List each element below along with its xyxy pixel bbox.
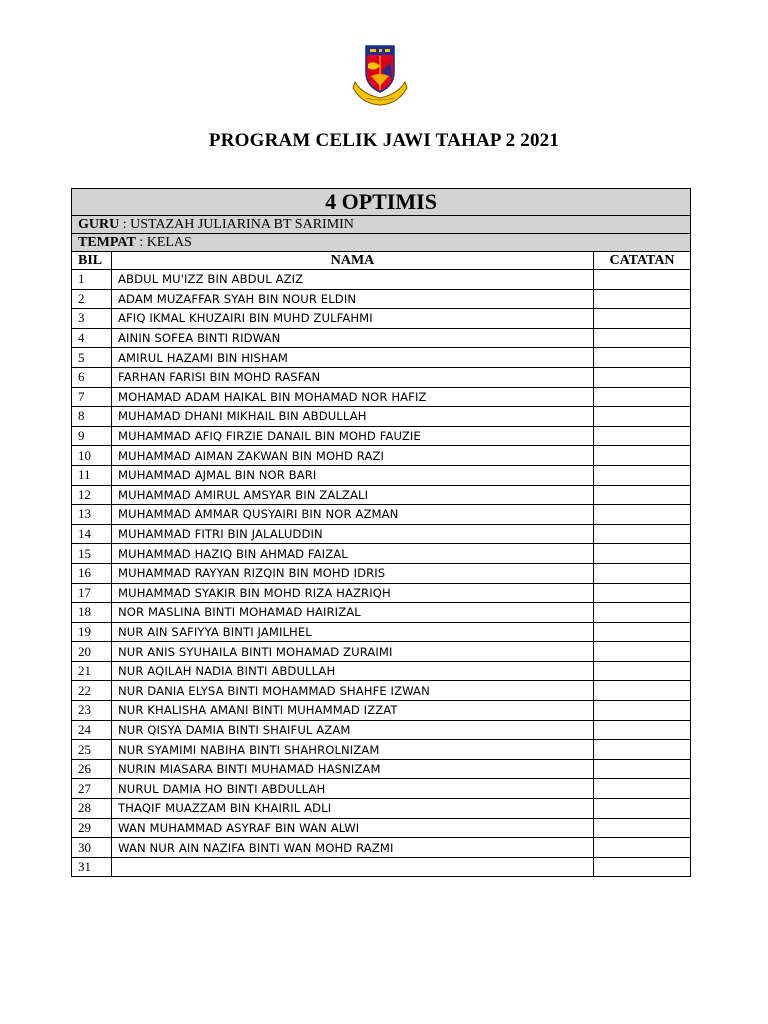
table-row bbox=[72, 740, 691, 760]
catatan-cell bbox=[594, 661, 691, 681]
row-number: 17 bbox=[72, 583, 112, 603]
catatan-cell bbox=[594, 524, 691, 544]
row-number: 12 bbox=[72, 485, 112, 505]
row-number: 31 bbox=[72, 857, 112, 877]
table-row bbox=[72, 857, 691, 877]
catatan-cell bbox=[594, 759, 691, 779]
row-number: 10 bbox=[72, 446, 112, 466]
student-name: MUHAMAD DHANI MIKHAIL BIN ABDULLAH bbox=[112, 407, 594, 427]
row-number: 30 bbox=[72, 838, 112, 858]
class-name-row bbox=[72, 189, 691, 216]
row-number: 7 bbox=[72, 387, 112, 407]
student-name: AMIRUL HAZAMI BIN HISHAM bbox=[112, 348, 594, 368]
student-name: AFIQ IKMAL KHUZAIRI BIN MUHD ZULFAHMI bbox=[112, 309, 594, 329]
student-name: NOR MASLINA BINTI MOHAMAD HAIRIZAL bbox=[112, 603, 594, 623]
table-row bbox=[72, 485, 691, 505]
table-row bbox=[72, 524, 691, 544]
row-number: 18 bbox=[72, 603, 112, 623]
table-row bbox=[72, 505, 691, 525]
guru-value: USTAZAH JULIARINA BT SARIMIN bbox=[130, 216, 354, 232]
student-name: MUHAMMAD FITRI BIN JALALUDDIN bbox=[112, 524, 594, 544]
student-name: ADAM MUZAFFAR SYAH BIN NOUR ELDIN bbox=[112, 289, 594, 309]
catatan-cell bbox=[594, 270, 691, 290]
table-row bbox=[72, 779, 691, 799]
row-number: 4 bbox=[72, 328, 112, 348]
guru-row bbox=[72, 216, 691, 234]
student-name: THAQIF MUAZZAM BIN KHAIRIL ADLI bbox=[112, 799, 594, 819]
catatan-cell bbox=[594, 407, 691, 427]
row-number: 11 bbox=[72, 465, 112, 485]
row-number: 22 bbox=[72, 681, 112, 701]
catatan-cell bbox=[594, 367, 691, 387]
row-number: 27 bbox=[72, 779, 112, 799]
catatan-cell bbox=[594, 328, 691, 348]
table-row bbox=[72, 387, 691, 407]
catatan-cell bbox=[594, 681, 691, 701]
tempat-value: KELAS bbox=[146, 234, 192, 250]
catatan-cell bbox=[594, 289, 691, 309]
row-number: 29 bbox=[72, 818, 112, 838]
table-row bbox=[72, 328, 691, 348]
row-number: 3 bbox=[72, 309, 112, 329]
tempat-row bbox=[72, 234, 691, 252]
row-number: 25 bbox=[72, 740, 112, 760]
catatan-cell bbox=[594, 485, 691, 505]
student-rows bbox=[72, 270, 691, 877]
catatan-cell bbox=[594, 779, 691, 799]
student-name: MUHAMMAD AIMAN ZAKWAN BIN MOHD RAZI bbox=[112, 446, 594, 466]
table-row bbox=[72, 799, 691, 819]
catatan-cell bbox=[594, 426, 691, 446]
catatan-cell bbox=[594, 740, 691, 760]
table-row bbox=[72, 407, 691, 427]
student-name: ABDUL MU'IZZ BIN ABDUL AZIZ bbox=[112, 270, 594, 290]
row-number: 19 bbox=[72, 622, 112, 642]
catatan-cell bbox=[594, 622, 691, 642]
table-row bbox=[72, 465, 691, 485]
tempat-label: TEMPAT bbox=[78, 234, 136, 250]
column-header-row bbox=[72, 252, 691, 270]
row-number: 9 bbox=[72, 426, 112, 446]
table-row bbox=[72, 446, 691, 466]
guru-label: GURU bbox=[78, 216, 120, 232]
table-row bbox=[72, 270, 691, 290]
table-row bbox=[72, 309, 691, 329]
row-number: 15 bbox=[72, 544, 112, 564]
student-roster-table bbox=[71, 188, 691, 877]
catatan-cell bbox=[594, 387, 691, 407]
row-number: 21 bbox=[72, 661, 112, 681]
student-name: MOHAMAD ADAM HAIKAL BIN MOHAMAD NOR HAFIZ bbox=[112, 387, 594, 407]
table-row bbox=[72, 348, 691, 368]
student-name: MUHAMMAD RAYYAN RIZQIN BIN MOHD IDRIS bbox=[112, 563, 594, 583]
column-header-catatan: CATATAN bbox=[594, 252, 691, 270]
student-name: NUR DANIA ELYSA BINTI MOHAMMAD SHAHFE IZWAN bbox=[112, 681, 594, 701]
column-header-bil: BIL bbox=[72, 252, 112, 270]
student-name: NUR ANIS SYUHAILA BINTI MOHAMAD ZURAIMI bbox=[112, 642, 594, 662]
catatan-cell bbox=[594, 505, 691, 525]
student-name: NUR AQILAH NADIA BINTI ABDULLAH bbox=[112, 661, 594, 681]
row-number: 26 bbox=[72, 759, 112, 779]
row-number: 6 bbox=[72, 367, 112, 387]
row-number: 16 bbox=[72, 563, 112, 583]
catatan-cell bbox=[594, 309, 691, 329]
student-name: MUHAMMAD SYAKIR BIN MOHD RIZA HAZRIQH bbox=[112, 583, 594, 603]
tempat-cell bbox=[72, 234, 691, 252]
row-number: 28 bbox=[72, 799, 112, 819]
catatan-cell bbox=[594, 818, 691, 838]
student-name: MUHAMMAD AJMAL BIN NOR BARI bbox=[112, 465, 594, 485]
catatan-cell bbox=[594, 857, 691, 877]
row-number: 1 bbox=[72, 270, 112, 290]
catatan-cell bbox=[594, 563, 691, 583]
catatan-cell bbox=[594, 446, 691, 466]
class-name: 4 OPTIMIS bbox=[72, 189, 691, 216]
student-name: WAN MUHAMMAD ASYRAF BIN WAN ALWI bbox=[112, 818, 594, 838]
table-row bbox=[72, 642, 691, 662]
table-row bbox=[72, 622, 691, 642]
catatan-cell bbox=[594, 348, 691, 368]
student-name: WAN NUR AIN NAZIFA BINTI WAN MOHD RAZMI bbox=[112, 838, 594, 858]
table-row bbox=[72, 701, 691, 721]
student-name: NUR SYAMIMI NABIHA BINTI SHAHROLNIZAM bbox=[112, 740, 594, 760]
table-row bbox=[72, 583, 691, 603]
row-number: 23 bbox=[72, 701, 112, 721]
table-row bbox=[72, 367, 691, 387]
student-name: MUHAMMAD AFIQ FIRZIE DANAIL BIN MOHD FAUZIE bbox=[112, 426, 594, 446]
catatan-cell bbox=[594, 544, 691, 564]
table-row bbox=[72, 289, 691, 309]
catatan-cell bbox=[594, 720, 691, 740]
student-name: FARHAN FARISI BIN MOHD RASFAN bbox=[112, 367, 594, 387]
catatan-cell bbox=[594, 583, 691, 603]
table-row bbox=[72, 563, 691, 583]
student-name: MUHAMMAD AMIRUL AMSYAR BIN ZALZALI bbox=[112, 485, 594, 505]
table-row bbox=[72, 661, 691, 681]
catatan-cell bbox=[594, 701, 691, 721]
table-row bbox=[72, 544, 691, 564]
catatan-cell bbox=[594, 838, 691, 858]
document-title: PROGRAM CELIK JAWI TAHAP 2 2021 bbox=[208, 130, 560, 151]
table-row bbox=[72, 426, 691, 446]
table-row bbox=[72, 681, 691, 701]
row-number: 14 bbox=[72, 524, 112, 544]
student-name: MUHAMMAD AMMAR QUSYAIRI BIN NOR AZMAN bbox=[112, 505, 594, 525]
row-number: 20 bbox=[72, 642, 112, 662]
table-row bbox=[72, 603, 691, 623]
catatan-cell bbox=[594, 799, 691, 819]
table-row bbox=[72, 818, 691, 838]
school-crest-logo bbox=[352, 42, 408, 108]
student-name: NUR AIN SAFIYYA BINTI JAMILHEL bbox=[112, 622, 594, 642]
catatan-cell bbox=[594, 642, 691, 662]
student-name: AININ SOFEA BINTI RIDWAN bbox=[112, 328, 594, 348]
student-name: NURIN MIASARA BINTI MUHAMAD HASNIZAM bbox=[112, 759, 594, 779]
table-row bbox=[72, 720, 691, 740]
table-row bbox=[72, 838, 691, 858]
tempat-separator: : bbox=[135, 234, 147, 250]
student-name bbox=[112, 857, 594, 877]
row-number: 8 bbox=[72, 407, 112, 427]
row-number: 24 bbox=[72, 720, 112, 740]
student-name: NUR QISYA DAMIA BINTI SHAIFUL AZAM bbox=[112, 720, 594, 740]
student-name: MUHAMMAD HAZIQ BIN AHMAD FAIZAL bbox=[112, 544, 594, 564]
catatan-cell bbox=[594, 603, 691, 623]
row-number: 13 bbox=[72, 505, 112, 525]
row-number: 5 bbox=[72, 348, 112, 368]
catatan-cell bbox=[594, 465, 691, 485]
column-header-nama: NAMA bbox=[112, 252, 594, 270]
guru-cell bbox=[72, 216, 691, 234]
guru-separator: : bbox=[119, 216, 131, 232]
table-row bbox=[72, 759, 691, 779]
student-name: NURUL DAMIA HO BINTI ABDULLAH bbox=[112, 779, 594, 799]
row-number: 2 bbox=[72, 289, 112, 309]
student-name: NUR KHALISHA AMANI BINTI MUHAMMAD IZZAT bbox=[112, 701, 594, 721]
